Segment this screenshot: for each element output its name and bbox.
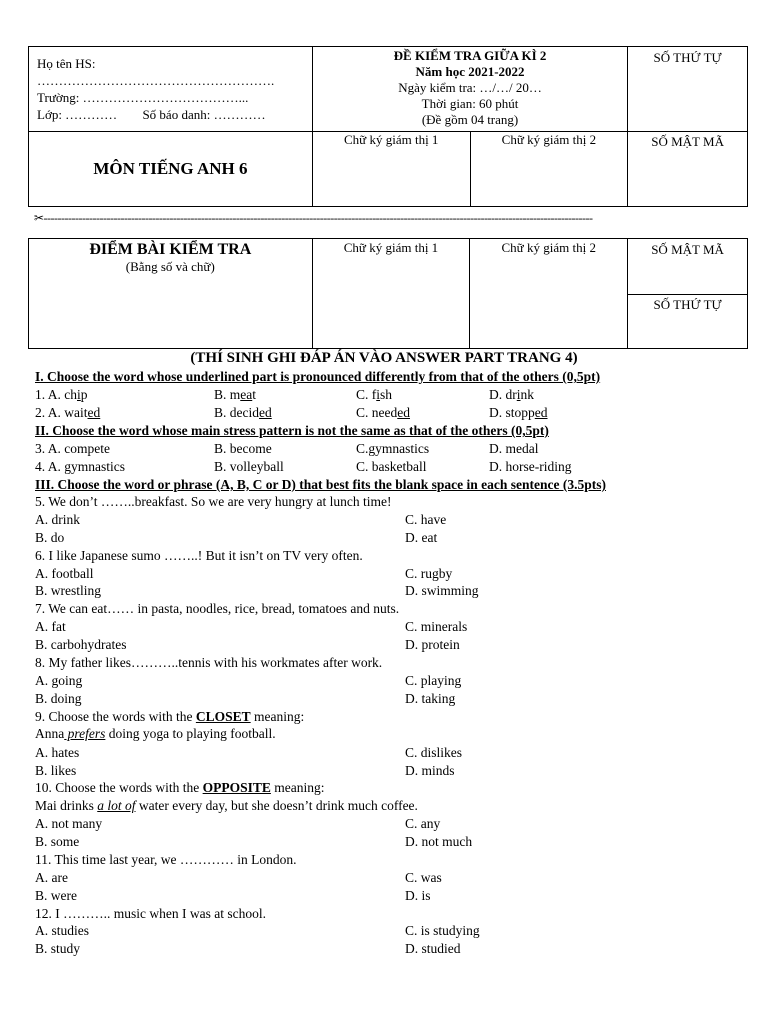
candidate-no-label: Số báo danh: …………	[142, 107, 266, 122]
q2-b-text: B. decid	[214, 405, 259, 420]
q9-sentence	[35, 725, 276, 743]
score-secret-code-label: SỐ MẬT MÃ	[651, 242, 724, 257]
q5-options-row-1	[35, 511, 735, 529]
page-count: (Đề gồm 04 trang)	[421, 112, 519, 127]
q1-option-b	[214, 386, 256, 404]
q2-c-text: C. need	[356, 405, 398, 420]
q10-sentence-end: water every day, but she doesn’t drink much coffee.	[135, 798, 418, 813]
q9-options-row-2	[35, 762, 735, 780]
q2-d-underlined: ed	[534, 405, 548, 420]
q10-sentence	[35, 797, 418, 815]
question-4	[35, 458, 735, 476]
class-label: Lớp: …………	[37, 107, 118, 122]
q11-options-row-2	[35, 887, 735, 905]
q7-option-d: D. protein	[405, 637, 460, 652]
q1-b-underlined: ea	[240, 387, 253, 402]
q12-stem: 12. I ……….. music when I was at school.	[35, 906, 266, 921]
question-2	[35, 404, 735, 422]
q10-stem-text: 10. Choose the words with the	[35, 780, 203, 795]
q7-options-row-1	[35, 618, 735, 636]
section-2-heading: II. Choose the word whose main stress pattern is not the same as that of the others (0,5pt)	[35, 423, 549, 438]
exam-header-table	[28, 46, 748, 207]
q1-option-a	[35, 386, 88, 404]
score-title: ĐIỂM BÀI KIỂM TRA	[89, 241, 252, 258]
proctor-sig-2-cell	[470, 132, 628, 207]
score-proctor-sig-1-cell	[312, 239, 470, 349]
q8-option-b: B. doing	[35, 691, 82, 706]
q8-option-c: C. playing	[405, 673, 462, 688]
exam-date: Ngày kiểm tra: …/…/ 20…	[398, 80, 542, 95]
q11-option-d: D. is	[405, 888, 431, 903]
q10-options-row-2	[35, 833, 735, 851]
q10-stem-end: meaning:	[270, 780, 325, 795]
secret-code-cell	[628, 132, 748, 207]
q1-b-rest: t	[252, 387, 257, 402]
q7-option-b: B. carbohydrates	[35, 637, 127, 652]
q1-option-d	[489, 386, 534, 404]
q9-option-a: A. hates	[35, 745, 80, 760]
section-1-heading: I. Choose the word whose underlined part is pronounced differently from that of the others (0,5pt)	[35, 369, 601, 384]
q1-a-text: 1. A. ch	[35, 387, 77, 402]
q2-option-c	[356, 404, 410, 422]
q9-option-d: D. minds	[405, 763, 455, 778]
q8-option-a: A. going	[35, 673, 83, 688]
q2-option-d	[489, 404, 548, 422]
q8-stem: 8. My father likes………..tennis with his workmates after work.	[35, 655, 383, 670]
q10-sentence-start: Mai drinks	[35, 798, 98, 813]
q10-option-b: B. some	[35, 834, 80, 849]
score-serial-no-cell	[628, 295, 748, 349]
q5-option-a: A. drink	[35, 512, 80, 527]
score-proctor-sig-1-label: Chữ ký giám thị 1	[343, 240, 439, 255]
dots-line: ……………………………………………….	[37, 73, 275, 88]
q3-option-b: B. become	[214, 441, 272, 456]
score-serial-no-label: SỐ THỨ TỰ	[653, 297, 722, 312]
q7-option-c: C. minerals	[405, 619, 468, 634]
q7-options-row-2	[35, 636, 735, 654]
q11-stem: 11. This time last year, we ………… in London.	[35, 852, 297, 867]
q6-option-b: B. wrestling	[35, 583, 101, 598]
score-table	[28, 238, 748, 349]
q2-a-underlined: ed	[87, 405, 101, 420]
q9-target-word: prefers	[64, 726, 106, 741]
q9-stem-end: meaning:	[250, 709, 305, 724]
score-proctor-sig-2-cell	[470, 239, 628, 349]
score-proctor-sig-2-label: Chữ ký giám thị 2	[501, 240, 596, 255]
q1-c-underlined: i	[376, 387, 381, 402]
student-name-label: Họ tên HS:	[37, 56, 96, 71]
q1-c-rest: sh	[380, 387, 393, 402]
exam-title: ĐỀ KIỂM TRA GIỮA KÌ 2	[393, 48, 547, 63]
q11-options-row-1	[35, 869, 735, 887]
q4-option-c: C. basketball	[356, 459, 427, 474]
q2-option-b	[214, 404, 272, 422]
q12-options-row-2	[35, 940, 735, 958]
q12-option-c: C. is studying	[405, 923, 480, 938]
q2-option-a	[35, 404, 100, 422]
answer-instruction: (THÍ SINH GHI ĐÁP ÁN VÀO ANSWER PART TRANG 4)	[190, 350, 578, 366]
exam-title-cell	[312, 47, 627, 132]
q10-option-d: D. not much	[405, 834, 473, 849]
q11-option-b: B. were	[35, 888, 77, 903]
q8-option-d: D. taking	[405, 691, 456, 706]
q3-option-c: C.gymnastics	[356, 441, 430, 456]
q3-option-d: D. medal	[489, 441, 539, 456]
q2-d-text: D. stopp	[489, 405, 535, 420]
q10-option-a: A. not many	[35, 816, 103, 831]
q10-target-phrase: a lot of	[97, 798, 136, 813]
q10-stem	[35, 779, 325, 797]
q6-options-row-2	[35, 582, 735, 600]
serial-no-cell	[628, 47, 748, 132]
q11-option-a: A. are	[35, 870, 68, 885]
secret-code-label: SỐ MẬT MÃ	[651, 134, 724, 149]
proctor-sig-1-cell	[312, 132, 470, 207]
q1-d-rest: nk	[520, 387, 535, 402]
q5-option-c: C. have	[405, 512, 447, 527]
proctor-sig-1-label: Chữ ký giám thị 1	[344, 132, 439, 147]
q12-option-d: D. studied	[405, 941, 461, 956]
question-1	[35, 386, 735, 404]
q12-option-a: A. studies	[35, 923, 89, 938]
q10-keyword: OPPOSITE	[202, 780, 271, 795]
q1-b-text: B. m	[214, 387, 241, 402]
q9-stem-text: 9. Choose the words with the	[35, 709, 196, 724]
section-3-heading: III. Choose the word or phrase (A, B, C or D) that best fits the blank space in each sentence (3.5pts)	[35, 477, 606, 492]
school-label: Trường: ………………………………...	[37, 90, 249, 105]
q10-options-row-1	[35, 815, 735, 833]
q7-option-a: A. fat	[35, 619, 66, 634]
q9-stem	[35, 708, 304, 726]
question-3	[35, 440, 735, 458]
q9-sentence-end: doing yoga to playing football.	[105, 726, 276, 741]
q9-option-c: C. dislikes	[405, 745, 463, 760]
subject-title: MÔN TIẾNG ANH 6	[93, 159, 248, 178]
q6-option-a: A. football	[35, 566, 94, 581]
q11-option-c: C. was	[405, 870, 442, 885]
duration: Thời gian: 60 phút	[421, 96, 519, 111]
q5-options-row-2	[35, 529, 735, 547]
q6-options-row-1	[35, 565, 735, 583]
q5-stem: 5. We don’t ……..breakfast. So we are very hungry at lunch time!	[35, 494, 392, 509]
q1-a-rest: p	[80, 387, 88, 402]
q9-sentence-start: Anna	[35, 726, 65, 741]
q2-a-text: 2. A. wait	[35, 405, 88, 420]
subject-cell	[29, 132, 313, 207]
q1-option-c	[356, 386, 392, 404]
q6-option-c: C. rugby	[405, 566, 453, 581]
q4-option-b: B. volleyball	[214, 459, 284, 474]
q9-option-b: B. likes	[35, 763, 77, 778]
score-secret-code-cell	[628, 239, 748, 295]
school-year: Năm học 2021-2022	[415, 64, 525, 79]
student-info-cell	[29, 47, 313, 132]
q5-option-b: B. do	[35, 530, 65, 545]
q12-option-b: B. study	[35, 941, 81, 956]
q8-options-row-2	[35, 690, 735, 708]
q12-options-row-1	[35, 922, 735, 940]
q3-option-a: 3. A. compete	[35, 441, 110, 456]
q4-option-d: D. horse-riding	[489, 459, 572, 474]
q1-a-underlined: i	[77, 387, 81, 402]
score-cell	[29, 239, 313, 349]
q4-option-a: 4. A. gymnastics	[35, 459, 125, 474]
cut-line: ✂-------------------------------------------------------------------------------------------------------------------------------------------------------------	[34, 211, 593, 225]
q6-stem: 6. I like Japanese sumo ……..! But it isn’t on TV very often.	[35, 548, 363, 563]
score-subtitle: (Bằng số và chữ)	[125, 259, 215, 274]
q6-option-d: D. swimming	[405, 583, 479, 598]
q2-b-underlined: ed	[259, 405, 272, 420]
q9-options-row-1	[35, 744, 735, 762]
proctor-sig-2-label: Chữ ký giám thị 2	[501, 132, 597, 147]
q1-d-text: D. dr	[489, 387, 517, 402]
serial-no-label: SỐ THỨ TỰ	[653, 50, 722, 65]
q9-keyword: CLOSET	[195, 709, 251, 724]
q1-c-text: C. f	[356, 387, 377, 402]
q10-option-c: C. any	[405, 816, 441, 831]
q5-option-d: D. eat	[405, 530, 438, 545]
q2-c-underlined: ed	[397, 405, 410, 420]
q7-stem: 7. We can eat…… in pasta, noodles, rice, bread, tomatoes and nuts.	[35, 601, 400, 616]
q1-d-underlined: i	[516, 387, 521, 402]
q8-options-row-1	[35, 672, 735, 690]
